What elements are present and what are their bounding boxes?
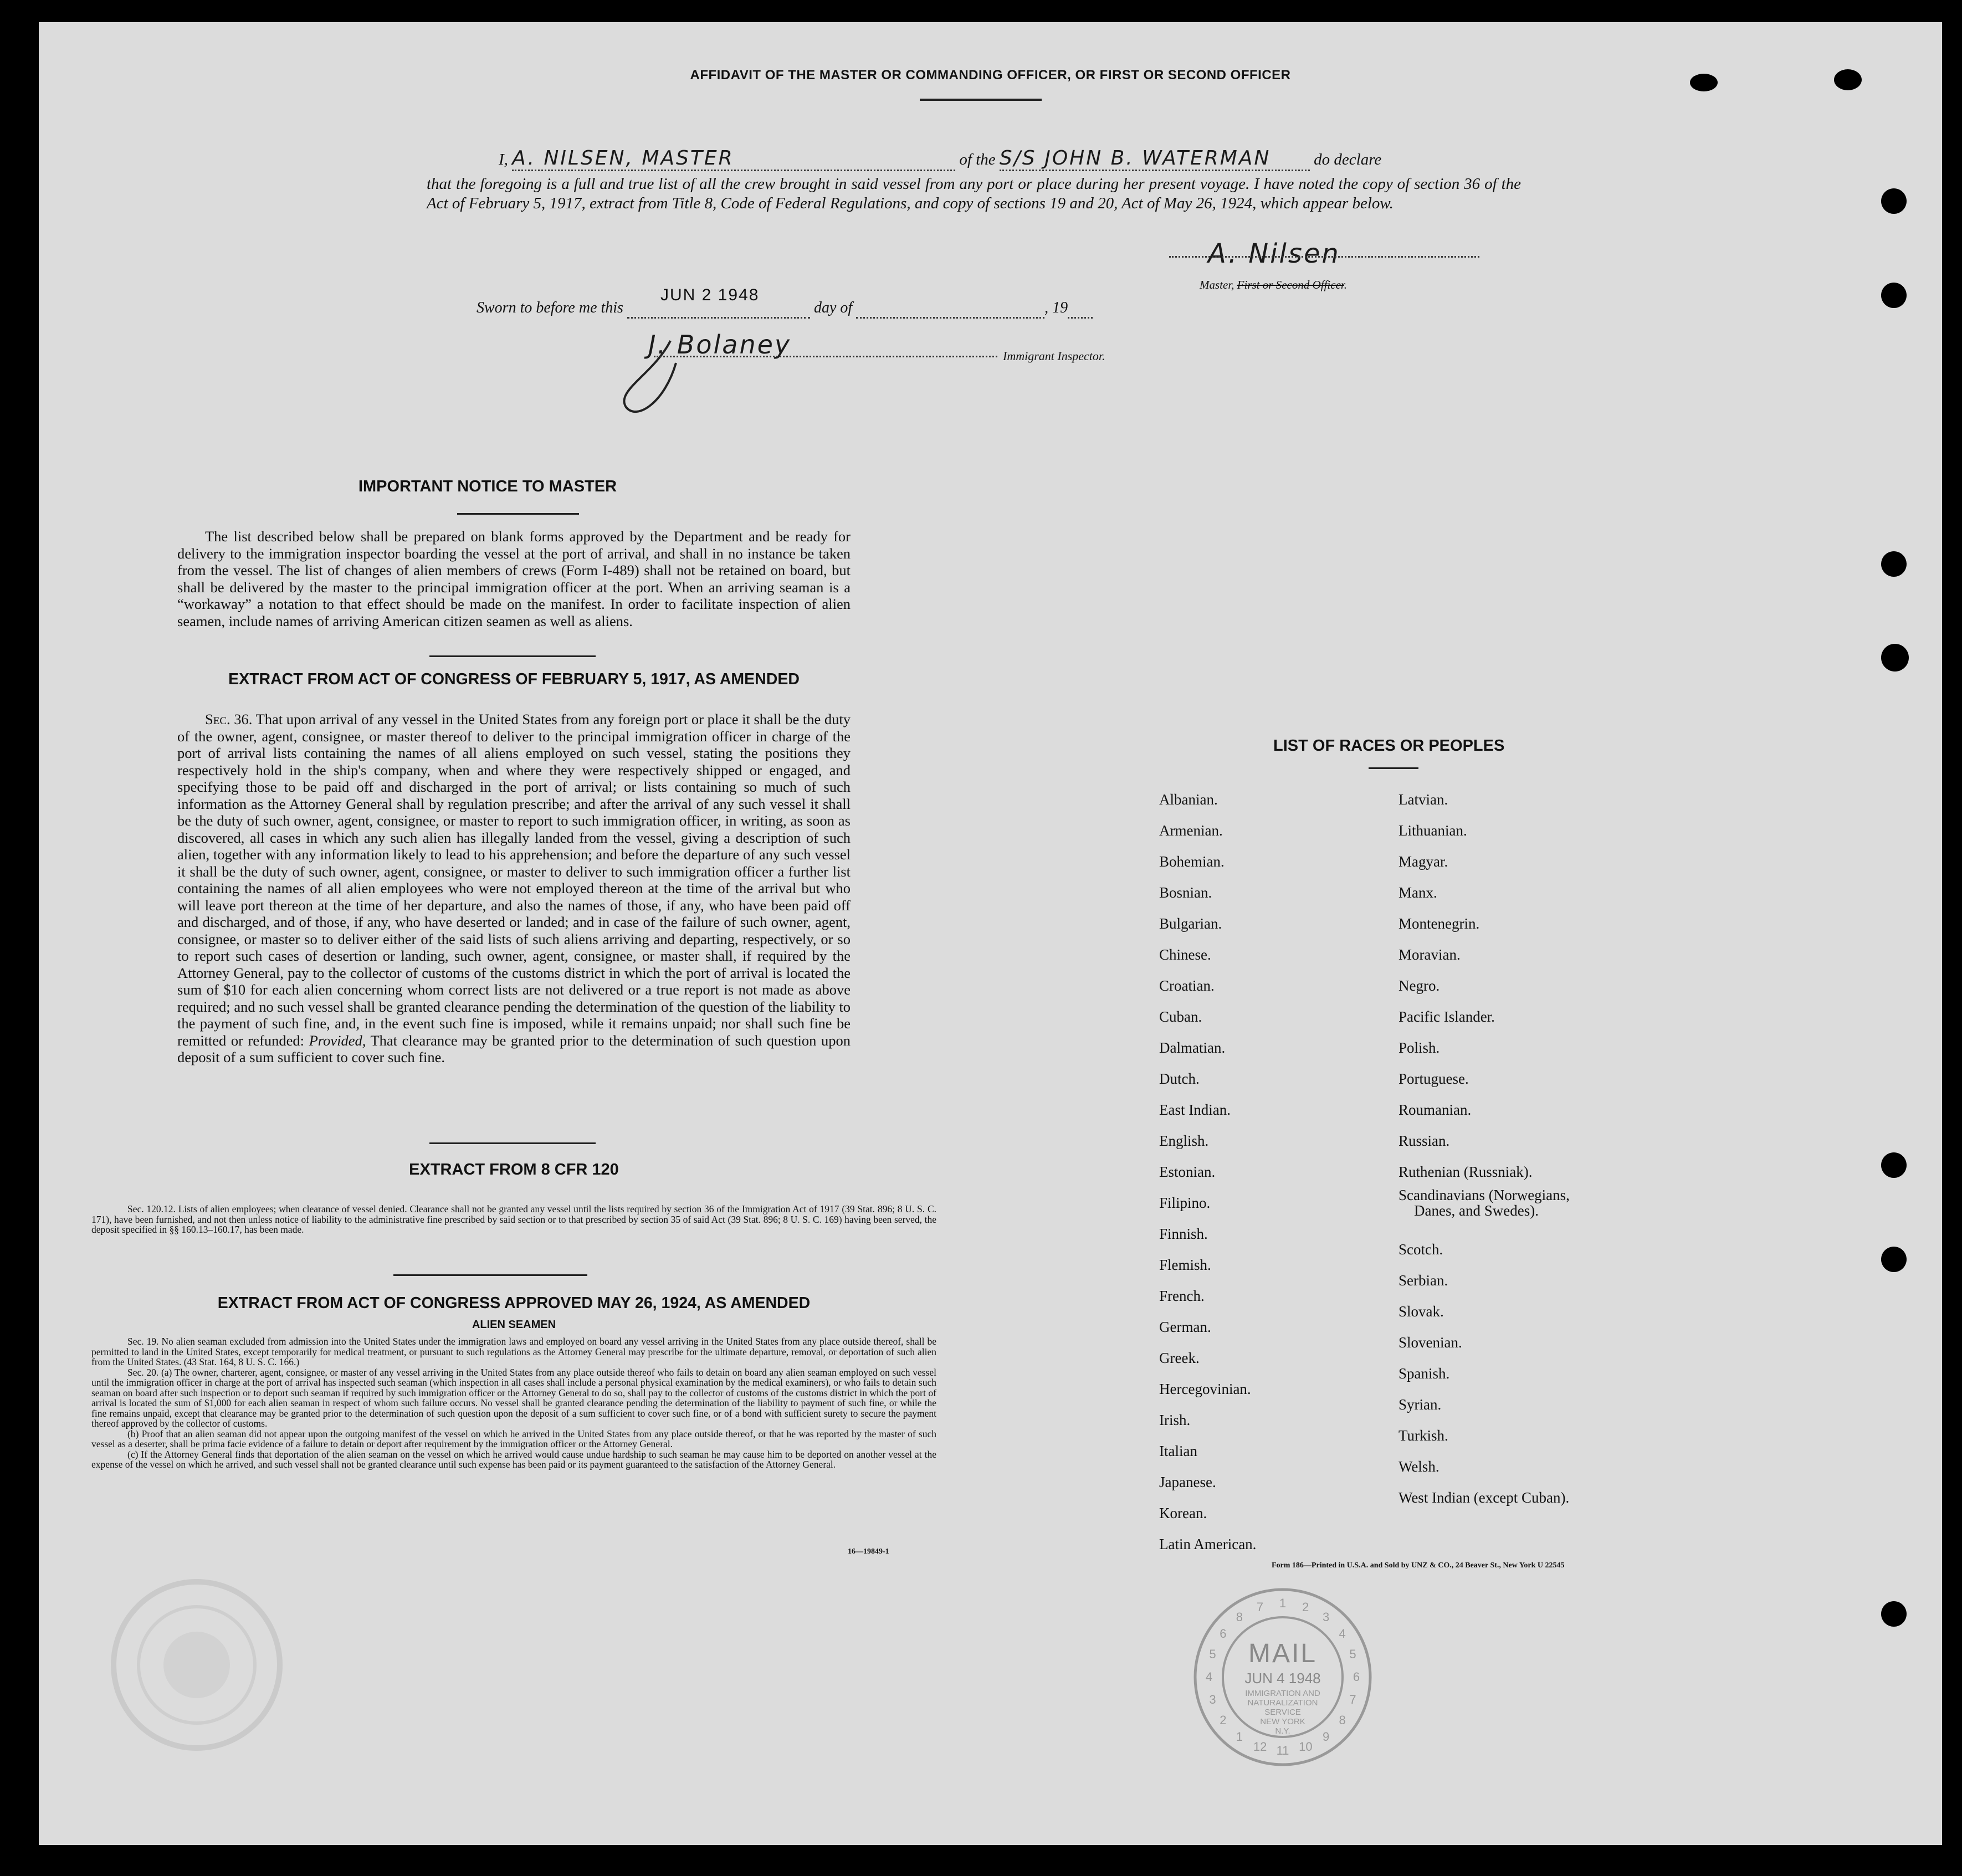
- race-item: Welsh.: [1398, 1458, 1440, 1475]
- punch-hole: [1881, 283, 1907, 308]
- race-item: Chinese.: [1159, 946, 1211, 963]
- stamped-date: JUN 2 1948: [660, 286, 760, 304]
- stamp-hour-number: 4: [1205, 1670, 1213, 1684]
- race-item-multiline: [1398, 1187, 1570, 1234]
- race-item: Greek.: [1159, 1350, 1200, 1366]
- alien-seamen-subheading: ALIEN SEAMEN: [472, 1319, 556, 1331]
- affidavit-body: that the foregoing is a full and true list of all the crew brought in said vessel from any port or place during her present voyage. I have noted the copy of section 36 of the Act of February 5, 1917, extract from Title 8, Code of Federal Regulations, and copy of sections 19 and 20, Act of May 26, 1924, which appear below.: [427, 175, 1521, 212]
- stamp-line-1: IMMIGRATION AND: [1245, 1689, 1320, 1698]
- sec-20b-text: (b) Proof that an alien seaman did not appear upon the outgoing manifest of the vessel on which he arrived in the United States from any place outside thereof, or that he was reported by the master of such vessel as a deserter, shall be prima facie evidence of a failure to detain or deport after requirement by the immigration officer or the Attorney General.: [91, 1428, 936, 1449]
- stamp-hour-number: 2: [1302, 1600, 1309, 1614]
- race-item: Bohemian.: [1159, 853, 1225, 870]
- race-item: Irish.: [1159, 1412, 1191, 1428]
- stamp-hour-number: 4: [1339, 1626, 1346, 1641]
- extract-1924-text: [91, 1336, 936, 1470]
- race-item: Flemish.: [1159, 1257, 1211, 1273]
- master-signature: A. Nilsen: [1208, 238, 1340, 269]
- stamp-hour-number: 2: [1220, 1713, 1227, 1728]
- inspector-signature: J. Bolaney: [648, 330, 792, 360]
- of-the-label: of the: [959, 151, 996, 168]
- extract-1924-heading: EXTRACT FROM ACT OF CONGRESS APPROVED MAY 26, 1924, AS AMENDED: [217, 1294, 811, 1312]
- race-item: Negro.: [1398, 977, 1440, 994]
- race-item: Japanese.: [1159, 1474, 1216, 1490]
- sworn-line: [477, 286, 1093, 319]
- race-item: Turkish.: [1398, 1427, 1448, 1444]
- races-left-column: [1159, 784, 1256, 1560]
- notice-heading: IMPORTANT NOTICE TO MASTER: [358, 478, 617, 495]
- race-item: Filipino.: [1159, 1195, 1211, 1211]
- race-item: Scotch.: [1398, 1241, 1443, 1258]
- punch-hole: [1834, 69, 1862, 90]
- year-prefix: , 19: [1044, 299, 1068, 316]
- notice-text: The list described below shall be prepared on blank forms approved by the Department and be ready for delivery to the immigration inspector boarding the vessel at the port of arrival, and shall in no instance be taken from the vessel. The list of changes of alien members of crews (Form I-489) shall not be retained on board, but shall be delivered by the master to the principal immigration officer at the port. When an arriving seaman is a “workaway” a notation to that effect should be made on the manifest. In order to facilitate inspection of alien seamen, include names of arriving American citizen seamen as well as aliens.: [177, 528, 851, 629]
- document-page: [39, 22, 1942, 1845]
- race-item: Slovak.: [1398, 1303, 1444, 1320]
- race-item: Magyar.: [1398, 853, 1448, 870]
- race-item: Lithuanian.: [1398, 822, 1467, 839]
- stamp-hour-number: 6: [1353, 1670, 1360, 1684]
- race-item: Estonian.: [1159, 1163, 1216, 1180]
- stamp-hour-number: 8: [1236, 1610, 1243, 1624]
- race-item: Pacific Islander.: [1398, 1008, 1495, 1025]
- sec-36-label: Sec. 36.: [205, 711, 253, 727]
- stamp-hour-number: 1: [1279, 1596, 1287, 1610]
- declarant-prefix: I,: [499, 151, 508, 168]
- stamp-hour-number: 10: [1299, 1740, 1313, 1754]
- stamp-line-4: NEW YORK: [1260, 1717, 1305, 1726]
- race-item: Croatian.: [1159, 977, 1215, 994]
- stamp-hour-number: 8: [1339, 1713, 1346, 1728]
- inspector-signature-flourish: [604, 330, 859, 424]
- race-item: Italian: [1159, 1443, 1197, 1459]
- punch-hole: [1881, 1601, 1907, 1627]
- stamp-hour-number: 3: [1323, 1610, 1330, 1624]
- do-declare-label: do declare: [1314, 151, 1382, 168]
- sec-20a-text: Sec. 20. (a) The owner, charterer, agent, consignee, or master of any vessel arriving in the United States from any place outside thereof who fails to detain on board any alien seaman employed on such vessel until the immigration officer in charge at the port of arrival has inspected such seaman (which inspection in all cases shall include a personal physical examination by the medical examiners), or who fails to detain such seaman on board after such inspection or to deport such seaman if required by such immigration officer or the Attorney General to do so, shall pay to the collector of customs of the customs district in which the port of arrival is located the sum of $1,000 for each alien seaman in respect of whom such failure occurs. No vessel shall be granted clearance pending the determination of the liability to payment of such fine, or while the fine remains unpaid, except that clearance may be granted prior to the determination of such question upon the deposit of a sum sufficient to cover such fine, or of a bond with sufficient surety to secure the payment thereof approved by the collector of customs.: [91, 1366, 936, 1429]
- race-item: Latin American.: [1159, 1536, 1257, 1552]
- race-item: Dalmatian.: [1159, 1039, 1226, 1056]
- stamp-line-3: SERVICE: [1264, 1708, 1301, 1717]
- punch-hole: [1881, 551, 1907, 577]
- race-item: German.: [1159, 1319, 1211, 1335]
- race-item: Bosnian.: [1159, 884, 1212, 901]
- stamp-hour-number: 7: [1349, 1693, 1356, 1707]
- sworn-label: Sworn to before me this: [477, 299, 623, 316]
- notice-rule: [457, 513, 579, 515]
- race-item: Armenian.: [1159, 822, 1223, 839]
- provided-label: Provided,: [309, 1032, 366, 1049]
- race-item: Moravian.: [1398, 946, 1461, 963]
- race-item: West Indian (except Cuban).: [1398, 1489, 1570, 1506]
- stamp-hour-number: 12: [1253, 1740, 1267, 1754]
- punch-hole: [1881, 1247, 1907, 1272]
- master-caption-block: Master, First or Second Officer.: [1200, 278, 1347, 291]
- sec-36-body: That upon arrival of any vessel in the United States from any foreign port or place it shall be the duty of the owner, agent, consignee, or master thereof to deliver to the principal immigration officer in charge of the port of arrival lists containing the names of all aliens employed on such vessel, stating the positions they respectively hold in the ship's company, when and where they were respectively shipped or engaged, and specifying those to be paid off and discharged in the port of arrival; or lists containing so much of such information as the Attorney General shall by regulation prescribe; and after the arrival of any such vessel it shall be the duty of such owner, agent, consignee, or master to report to such immigration officer, in writing, as soon as discovered, all cases in which any such alien has illegally landed from the vessel, giving a description of such alien, together with any information likely to lead to his apprehension; and before the departure of any such vessel it shall be the duty of such owner, agent, consignee, or master to deliver to such immigration officer a further list containing the names of all alien employees who were not employed thereon at the time of the arrival but who will leave port thereon at the time of her departure, and also the names of those, if any, who have been paid off and discharged, and of those, if any, who have deserted or landed; and in case of the failure of such owner, agent, consignee, or master so to deliver either of the said lists of such aliens arriving and departing, respectively, or so to report such cases of desertion or landing, such owner, agent, consignee, or master shall, if required by the Attorney General, pay to the collector of customs of the customs district in which the port of arrival is located the sum of $10 for each alien concerning whom correct lists are not delivered or a true report is not made as above required; and no such vessel shall be granted clearance pending the determination of the question of the liability to the payment of such fine, and, in the event such fine is imposed, while it remains unpaid; nor shall such fine be remitted or refunded:: [177, 711, 851, 1049]
- embossed-seal-icon: [105, 1573, 288, 1756]
- punch-hole: [1690, 74, 1718, 91]
- stamp-hour-number: 11: [1276, 1744, 1289, 1757]
- races-right-column: [1398, 784, 1570, 1513]
- cfr-heading: EXTRACT FROM 8 CFR 120: [409, 1161, 619, 1178]
- affidavit-line-1: [499, 147, 1381, 171]
- stamp-hour-number: 5: [1349, 1647, 1356, 1661]
- race-item: Korean.: [1159, 1505, 1207, 1521]
- extract-1917-text: [177, 711, 851, 1066]
- race-item: Syrian.: [1398, 1396, 1442, 1413]
- race-item: Ruthenian (Russniak).: [1398, 1163, 1533, 1180]
- stamp-hour-number: 1: [1236, 1729, 1243, 1744]
- stamp-hour-number: 7: [1256, 1600, 1264, 1614]
- stamp-hour-number: 3: [1209, 1693, 1216, 1707]
- inspector-caption: Immigrant Inspector.: [1003, 349, 1105, 363]
- mail-received-stamp: [1191, 1586, 1374, 1769]
- race-item: Bulgarian.: [1159, 915, 1222, 932]
- stamp-mail-label: MAIL: [1248, 1639, 1318, 1668]
- race-item: Russian.: [1398, 1132, 1450, 1149]
- printer-line: Form 186—Printed in U.S.A. and Sold by UNZ & CO., 24 Beaver St., New York U 22545: [1272, 1561, 1565, 1570]
- stamp-date: JUN 4 1948: [1244, 1670, 1321, 1687]
- title-rule: [920, 99, 1042, 101]
- master-name-handwritten: A. NILSEN, MASTER: [512, 147, 955, 171]
- race-item: Latvian.: [1398, 791, 1448, 808]
- affidavit-title: AFFIDAVIT OF THE MASTER OR COMMANDING OFFICER, OR FIRST OR SECOND OFFICER: [690, 68, 1291, 83]
- race-item: Hercegovinian.: [1159, 1381, 1251, 1397]
- cfr-text: Sec. 120.12. Lists of alien employees; when clearance of vessel denied. Clearance shall not be granted any vessel until the lists required by section 36 of the Immigration Act of 1917 (39 Stat. 896; 8 U. S. C. 171), have been furnished, and not then unless notice of liability to the administrative fine prescribed by said section or to that prescribed by section 35 of said Act (39 Stat. 896; 8 U. S. C. 169) having been served, the deposit specified in §§ 160.13–160.17, has been made.: [91, 1203, 936, 1235]
- race-item: Serbian.: [1398, 1272, 1448, 1289]
- sec-20c-text: (c) If the Attorney General finds that deportation of the alien seaman on the vessel on which he arrived would cause undue hardship to such seaman he may cause him to be deported on another vessel at the expense of the vessel on which he arrived, and such vessel shall not be granted clearance until such expense has been paid or its payment guaranteed to the satisfaction of the Attorney General.: [91, 1448, 936, 1470]
- struck-officer-caption: First or Second Officer: [1237, 278, 1344, 291]
- stamp-line-2: NATURALIZATION: [1247, 1698, 1318, 1708]
- punch-hole: [1881, 644, 1909, 672]
- race-item: Slovenian.: [1398, 1334, 1462, 1351]
- race-item: Danes, and Swedes).: [1414, 1202, 1539, 1219]
- vessel-name-handwritten: S/S JOHN B. WATERMAN: [1000, 147, 1310, 171]
- cfr-end-rule: [393, 1274, 587, 1276]
- race-item: Polish.: [1398, 1039, 1440, 1056]
- race-item: Portuguese.: [1398, 1070, 1469, 1087]
- stamp-hour-number: 9: [1323, 1729, 1330, 1744]
- form-number: 16—19849-1: [848, 1547, 889, 1556]
- extract-1917-heading: EXTRACT FROM ACT OF CONGRESS OF FEBRUARY 5, 1917, AS AMENDED: [228, 670, 800, 688]
- race-item: Dutch.: [1159, 1070, 1200, 1087]
- sec-36-proviso: That clearance may be granted prior to the determination of such question upon deposit of a sum sufficient to cover such fine.: [177, 1032, 851, 1065]
- inspector-line: [654, 356, 997, 357]
- master-caption: Master,: [1200, 278, 1234, 291]
- race-item: Scandinavians (Norwegians,: [1398, 1187, 1570, 1203]
- notice-end-rule: [429, 655, 596, 657]
- signature-line: [1169, 256, 1479, 258]
- race-item: Roumanian.: [1398, 1101, 1472, 1118]
- race-item: French.: [1159, 1288, 1205, 1304]
- races-rule: [1369, 767, 1418, 769]
- races-heading: LIST OF RACES OR PEOPLES: [1273, 737, 1505, 755]
- sec-19-text: Sec. 19. No alien seaman excluded from admission into the United States under the immigration laws and employed on board any vessel arriving in the United States from any place outside thereof, shall be permitted to land in the United States, except temporarily for medical treatment, or pursuant to such regulations as the Attorney General may prescribe for the ultimate departure, removal, or deportation of such alien from the United States. (43 Stat. 164, 8 U. S. C. 166.): [91, 1336, 936, 1367]
- race-item: Manx.: [1398, 884, 1437, 901]
- race-item: East Indian.: [1159, 1101, 1231, 1118]
- stamp-line-5: N.Y.: [1275, 1726, 1290, 1736]
- stamp-hour-number: 5: [1209, 1647, 1216, 1661]
- race-item: Montenegrin.: [1398, 915, 1480, 932]
- race-item: Spanish.: [1398, 1365, 1450, 1382]
- punch-hole: [1881, 1152, 1907, 1178]
- race-item: English.: [1159, 1132, 1209, 1149]
- race-item: Cuban.: [1159, 1008, 1202, 1025]
- race-item: Albanian.: [1159, 791, 1218, 808]
- race-item: Finnish.: [1159, 1226, 1208, 1242]
- punch-hole: [1881, 188, 1907, 214]
- stamp-hour-number: 6: [1220, 1626, 1227, 1641]
- day-of-label: day of: [813, 299, 853, 316]
- extract-1917-end-rule: [429, 1142, 596, 1144]
